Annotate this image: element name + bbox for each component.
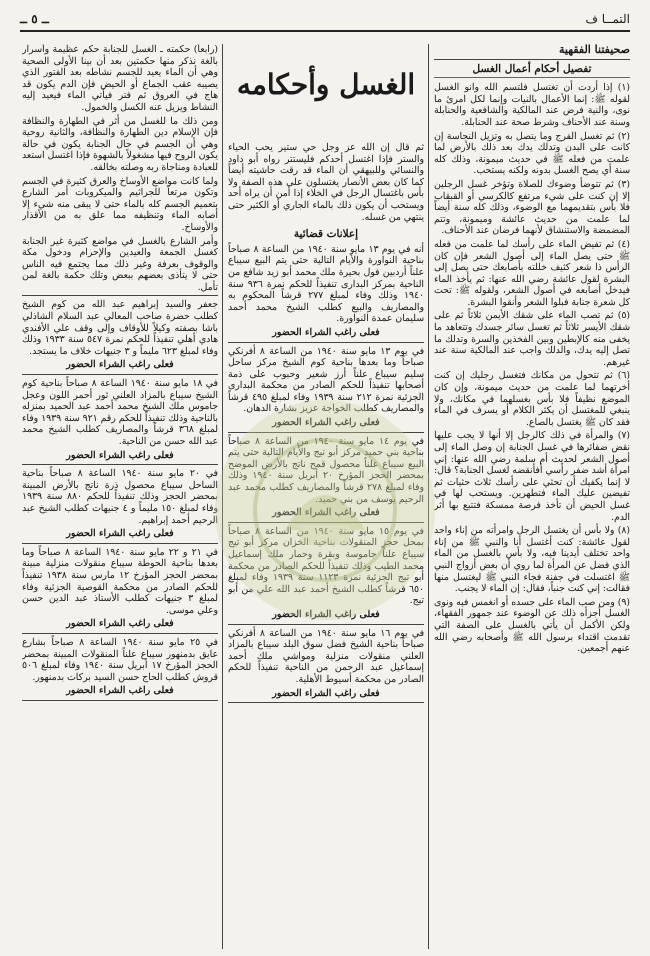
notice-signoff: فعلى راغب الشراء الحضور <box>272 608 380 620</box>
paragraph: (٨) ولا بأس أن يغتسل الرجل وامرأته من إناء واحد لقول عائشة: كنت أغتسل أنا والنبي ﷺ من إناء واحد تختلف أيدينا فيه، ولا بأس بالغسل من الماء الذي فضل عن المرأة لما روي أن بعض أزواج النبي ﷺ اغتسلت في جفنة فجاء النبي ﷺ ليغتسل منها فقالت: إني كنت جنباً، فقال: إن الماء لا يجنب. <box>434 525 630 595</box>
header-title: التمــا ف <box>585 12 630 26</box>
notice-signoff: فعلى راغب الشراء الحضور <box>272 507 380 519</box>
legal-notice <box>228 436 424 523</box>
paragraph: (٥) ثم تصب الماء على شقك الأيمن ثلاثاً ثم على شقك الأيسر ثلاثاً ثم تغسل سائر جسدك وتتعاهد ما يخفى منه كالإبطين وبين الفخذين والسرة وتدلك ما تصل إليه يدك، والدلك واجب عند المالكية سنة عند غيرهم. <box>434 310 630 368</box>
paragraph: وأمر الشارع بالغسل في مواضع كثيرة غير الجنابة كغسل الجمعة والعيدين والإحرام ودخول مكة والوقوف بعرفة وغير ذلك مما يجتمع فيه الناس حتى لا يتأذى بعضهم ببعض وتلك حكمة بالغة لمن تأمل. <box>22 235 218 293</box>
notice-text: في ٢١ و ٢٢ مايو سنة ١٩٤٠ الساعة ٨ صباحاً وما بعدها بناحية الحوطة سيباع منقولات منزلية مبينة بمحضر الحجز المؤرخ ١٢ مارس سنة ١٩٣٨ تنفيذاً للحكم الصادر من محكمة القوصية الجزئية وفاء لمبلغ ٣ جنيهات كطلب الأستاذ عبد الدين حسن وعلي موسى. <box>22 546 218 616</box>
notice-signoff: فعلى راغب الشراء الحضور <box>272 687 380 699</box>
notice-text: في يوم ١٣ مايو سنة ١٩٤٠ من الساعة ٨ أفرنكي صباحاً وما بعدها بناحية كوم الشيخ مركز ساحل سليم سيباع علناً أرز شعير وحبوب على ذمة أصحابها تنفيذاً للحكم الصادر من محكمة البدارى الجزئية نمرة ٢١٢ سنة ١٩٣٩ وفاء لمبلغ ٤٩٥ قرشاً والمصاريف كطلب الخواجة عزيز بشارة الدهان. <box>228 345 424 415</box>
legal-notice <box>228 244 424 343</box>
legal-notice <box>228 526 424 625</box>
paragraph: (٣) ثم تتوضأ وضوءك للصلاة وتؤخر غسل الرجلين إلا إن كنت على شيء مرتفع كالكرسي أو القبقاب فلا بأس بتقديمهما مع الوضوء، وذلك كله سنة أيضاً لما علمت من حديث عائشة وميمونة، وتتم المضمضة والاستنشاق لأنهما فرضان عند الأحناف. <box>434 178 630 237</box>
notice-text: في ٢٠ مايو سنة ١٩٤٠ الساعة ٨ صباحاً بناحية الساحل سيباع محصول ذرة ناتج بالأرض المبينة بمحضر الحجز وذلك تنفيذاً للحكم ٨٨٠ سنة ١٩٣٩ وفاء لمبلغ ١٥٠ مليماً و ٤ جنيهات كطلب الشيخ عبد الرحيم أحمد إبراهيم. <box>22 468 218 526</box>
notice-signoff: فعلى راغب الشراء الحضور <box>66 449 174 461</box>
notice-signoff: فعلى راغب الشراء الحضور <box>272 417 380 429</box>
legal-notice <box>228 628 424 704</box>
paragraph: (٧) والمرأة في ذلك كالرجل إلا أنها لا يجب عليها نقض ضفائرها في غسل الجنابة إن وصل الماء إلى أصول الشعر لحديث أم سلمة رضي الله عنها: إني امرأة أشد ضفر رأسي أفأنقضه لغسل الجنابة؟ قال: لا إنما يكفيك أن تحثي على رأسك ثلاث حثيات ثم تفيضين عليك الماء فتطهرين. ويستحب لها في غسل الحيض أن تأخذ فرصة ممسكة فتتبع بها أثر الدم. <box>434 430 630 523</box>
notice-text: في ٢٥ مايو سنة ١٩٤٠ الساعة ٨ صباحاً بشارع عايق بدمنهور سيباع علناً المنقولات المبينة بمحضر الحجز المؤرخ ١٧ أبريل سنة ١٩٤٠ وفاء لمبلغ ٥٠٦ قروش كطلب الحاج حسن السيد بركات بدمنهور. <box>22 636 218 683</box>
notice-text: في ١٨ مايو سنة ١٩٤٠ الساعة ٨ صباحاً بناحية كوم الشيخ سيباع بالمزاد العلني ثور أحمر اللون وعجل جاموس ملك الشيخ محمد أحمد عبد الحميد بمنزله بالناحية وذلك تنفيذاً للحكم رقم ٩٢١ سنة ١٩٣٩ وفاء لمبلغ ٣٦٨ قرشاً والمصاريف كطلب الشيخ محمد عبد الله حسن من الناحية. <box>22 378 218 447</box>
notice-signoff: فعلى راغب الشراء الحضور <box>66 359 174 371</box>
page-number: ــ ٥ ــ <box>20 12 49 26</box>
paragraph: ولما كانت مواضع الأوساخ والعرق كثيرة في الجسم وتكون مرتعاً للجراثيم والميكروبات أمر الشارع بتعميم الجسم كله بالماء حتى لا يبقى منه شيء إلا أصابه الماء وتنظيفه مما علق به من الأقذار والأوساخ. <box>22 175 218 233</box>
legal-notice <box>22 295 218 375</box>
column-rule <box>222 44 223 949</box>
notice-text: في يوم ١٥ مايو سنة ١٩٤٠ من الساعة ٨ صباحاً بمحل حجز المنقولات بناحية الخزان مركز أبو تيج سيباع علناً جاموسة وبقرة وحمار ملك إسماعيل محمد الطيب وذلك تنفيذاً للحكم الصادر من محكمة أبو تيج الجزئية نمرة ١١٢٣ سنة ١٩٣٩ وفاء لمبلغ ٦٥٠ قرشاً كطلب الشيخ أحمد عبد الله علي من أبو تيج. <box>228 525 424 607</box>
paragraph: (٤) ثم تفيض الماء على رأسك لما علمت من فعله ﷺ حتى يصل الماء إلى أصول الشعر فإن كان الرأس ذا شعر كثيف خللته بأصابعك حتى يصل إلى البشرة لقول عائشة رضي الله عنها: ثم يأخذ الماء فيدخل أصابعه في أصول الشعر، ولقوله ﷺ: تحت كل شعرة جنابة فبلوا الشعر وأنقوا البشرة. <box>434 238 630 308</box>
notice-text: أنه في يوم ١٣ مايو سنة ١٩٤٠ من الساعة ٨ صباحاً بناحية النواورة والأيام التالية حتى يتم البيع سيباع علناً أردبين فول بحيرة ملك محمد أبو زيد شافع من الناحية بمركز البدارى تنفيذاً للحكم نمرة ٩٣٦ سنة ١٩٤٠ وذلك وفاء لمبلغ ٢٧٧ قرشاً المحكوم به والمصاريف والبيع كطلب الشيخ محمد أحمد سليمان عمدة النواورة. <box>228 243 424 325</box>
page-header <box>20 8 630 32</box>
legal-notice <box>22 637 218 701</box>
legal-notice <box>22 378 218 465</box>
ads-heading: إعلانات قضائية <box>293 228 359 241</box>
paragraph: (٦) ثم تتحول من مكانك فتغسل رجليك إن كنت أخرتهما لما علمت من حديث ميمونة، وإن كان الموضع نظيفاً فلا بأس بغسلهما في مكانك، ولا ينبغي للمغتسل أن يكثر الكلام أو يسرف في الماء فقد كان ﷺ يغتسل بالصاع. <box>434 370 630 428</box>
paragraph: (١) إذا أردت أن تغتسل فلتسم الله وانو الغسل لقوله ﷺ: إنما الأعمال بالنيات وإنما لكل امرئ ما نوى، والنية فرض عند المالكية والشافعية والحنابلة وسنة عند الأحناف وشرط صحة عند الحنابلة. <box>434 82 630 128</box>
column-rule <box>428 44 429 949</box>
paragraph: (٩) ومن صب الماء على جسده أو انغمس فيه ونوى الغسل أجزأه ذلك عن الوضوء عند جمهور الفقهاء، ولكن الأكمل أن يأتي بالغسل على الصفة التي تقدمت اقتداء برسول الله ﷺ وأصحابه رضي الله عنهم أجمعين. <box>434 596 630 655</box>
notice-signoff: فعلى راغب الشراء الحضور <box>66 528 174 540</box>
notice-signoff: فعلى راغب الشراء الحضور <box>272 326 380 338</box>
legal-notice <box>22 547 218 634</box>
notice-text: في يوم ١٤ مايو سنة ١٩٤٠ من الساعة ٨ صباحاً بناحية بني حميد مركز أبو تيج والأيام التالية حتى يتم البيع سيباع علناً محصول قمح ناتج بالأرض الموضح بمحضر الحجز المؤرخ ٢٠ أبريل سنة ١٩٤٠ وذلك وفاء لمبلغ ٢٧٨ قرشاً والمصاريف كطلب محمد عبد الرحيم يوسف من بني حميد. <box>228 435 424 505</box>
legal-notice <box>22 468 218 544</box>
article-title: الغسل وأحكامه <box>236 68 416 101</box>
notice-text: جعفر والسيد إبراهيم عبد الله من كوم الشيخ كطلب حضرة صاحب المعالي عبد السلام الشاذلي باشا بصفته وكيلاً للأوقاف وإلى وقف علي الأفندي هادي أهلي تنفيذاً للحكم نمرة ٥٤٧ سنة ١٩٣٣ وذلك وفاء لمبلغ ٦٢٣ مليماً و ٣ جنيهات خلاف ما يستجد. <box>22 299 218 357</box>
notice-signoff: فعلى راغب الشراء الحضور <box>66 618 174 630</box>
paragraph: ثم قال إن الله عز وجل حي ستير يحب الحياء والستر فإذا اغتسل أحدكم فليستتر رواه أبو داود والنسائي وللبيهقي أن الماء قد رقت حاشيته أيضاً كما كان بعض الأنصار يغتسلون على هذه الصفة ولا بأس باغتسال الرجل في الخلاء إذا أمن أن يراه أحد ويستحب أن يكون ذلك بالماء الجاري أو الكثير حتى ينتهي من غسله. <box>228 142 424 223</box>
legal-notice <box>228 346 424 433</box>
right-column <box>434 44 630 949</box>
section-tag: صحيفتنا الفقهية <box>434 44 630 60</box>
middle-column <box>228 142 424 949</box>
notice-signoff: فعلى راغب الشراء الحضور <box>66 685 174 697</box>
paragraph: (رابعاً) حكمته ـ الغسل للجنابة حكم عظيمة وأسرار بالغة نذكر منها حكمتين بعد أن بينا الأولى الصحية وهي أن الماء يعيد للجسم نشاطه بعد الفتور الذي يصيبه عقب الجماع أو الحيض فإن الدم يكون قد هاج في العروق ثم فتر فيأتي الماء فيعيد إليه النشاط ويزيل عنه الكسل والخمول. <box>22 44 218 113</box>
article-subheading: تفصيل أحكام أعمال الغسل <box>434 64 630 79</box>
paragraph: (٢) ثم تغسل الفرج وما يتصل به وتزيل النجاسة إن كانت على البدن وتدلك يدك بعد ذلك بالأرض لما علمت من فعله ﷺ في حديث ميمونة، وذلك كله سنة أي يصح الغسل بدونه ولكنه يستحب. <box>434 130 630 177</box>
paragraph: ومن ذلك ما للغسل من أثر في الطهارة والنظافة فإن الإسلام دين الطهارة والنظافة، والثانية روحية وهي أن الجسم في حال الجنابة يكون في حالة يكون الروح فيها مشغولاً بالشهوة فإذا اغتسل استعد للعبادة ومناجاة ربه وصلته بخالقه. <box>22 115 218 173</box>
left-column <box>22 44 218 949</box>
notice-text: في يوم ١٦ مايو سنة ١٩٤٠ من الساعة ٨ أفرنكي صباحاً بناحية الشيخ فضل سوق البلد سيباع بالمزاد العلني منقولات منزلية ومواشي ملك أحمد إسماعيل عبد الرحمن من الناحية تنفيذاً للحكم الصادر من محكمة أسيوط الأهلية. <box>228 627 424 685</box>
